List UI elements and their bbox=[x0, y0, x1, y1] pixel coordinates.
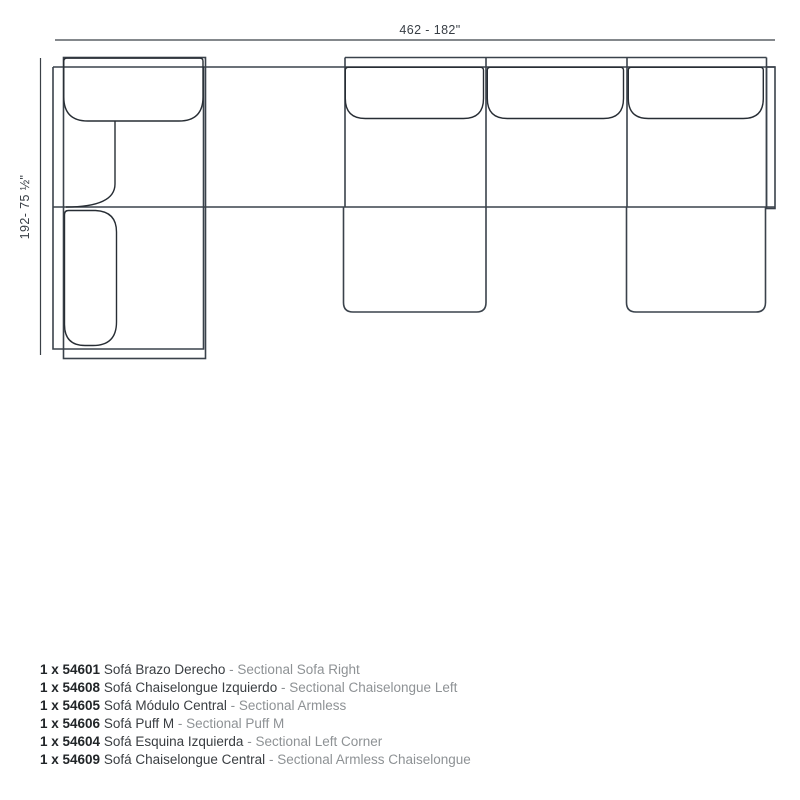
part-qty-code: 1 x 54608 bbox=[40, 680, 101, 695]
parts-list bbox=[40, 661, 471, 769]
part-name-es: Sofá Brazo Derecho bbox=[103, 662, 226, 677]
backrest-cushion-3 bbox=[628, 67, 763, 118]
parts-list-item bbox=[40, 715, 471, 733]
part-name-es: Sofá Chaiselongue Izquierdo bbox=[103, 680, 278, 695]
part-name-es: Sofá Esquina Izquierda bbox=[103, 734, 244, 749]
backrest-cushion-2 bbox=[487, 67, 623, 118]
left-chaise-module-frame bbox=[53, 67, 204, 349]
part-name-es: Sofá Módulo Central bbox=[103, 698, 227, 713]
part-qty-code: 1 x 54605 bbox=[40, 698, 101, 713]
parts-list-item bbox=[40, 697, 471, 715]
parts-list-item bbox=[40, 661, 471, 679]
width-dimension-label: 462 - 182" bbox=[399, 23, 461, 37]
part-qty-code: 1 x 54609 bbox=[40, 752, 101, 767]
part-name-en: - Sectional Chaiselongue Left bbox=[280, 680, 458, 695]
chaise-extension-right bbox=[627, 207, 766, 312]
right-arm-panel bbox=[767, 67, 776, 209]
corner-seat-seam bbox=[66, 121, 115, 207]
parts-list-item bbox=[40, 751, 471, 769]
part-name-es: Sofá Puff M bbox=[103, 716, 175, 731]
part-qty-code: 1 x 54604 bbox=[40, 734, 101, 749]
part-name-en: - Sectional Armless bbox=[230, 698, 347, 713]
part-name-en: - Sectional Sofa Right bbox=[229, 662, 360, 677]
part-name-en: - Sectional Armless Chaiselongue bbox=[268, 752, 471, 767]
left-chaise-cushion bbox=[65, 211, 117, 346]
height-dimension-label: 192- 75 ½" bbox=[18, 174, 32, 240]
part-name-en: - Sectional Puff M bbox=[177, 716, 285, 731]
chaise-extension-left bbox=[344, 207, 487, 312]
part-qty-code: 1 x 54601 bbox=[40, 662, 101, 677]
left-corner-module-frame bbox=[64, 58, 206, 359]
backrest-cushion-1 bbox=[345, 67, 483, 118]
part-qty-code: 1 x 54606 bbox=[40, 716, 101, 731]
parts-list-item bbox=[40, 679, 471, 697]
part-name-es: Sofá Chaiselongue Central bbox=[103, 752, 266, 767]
part-name-en: - Sectional Left Corner bbox=[247, 734, 383, 749]
parts-list-item bbox=[40, 733, 471, 751]
